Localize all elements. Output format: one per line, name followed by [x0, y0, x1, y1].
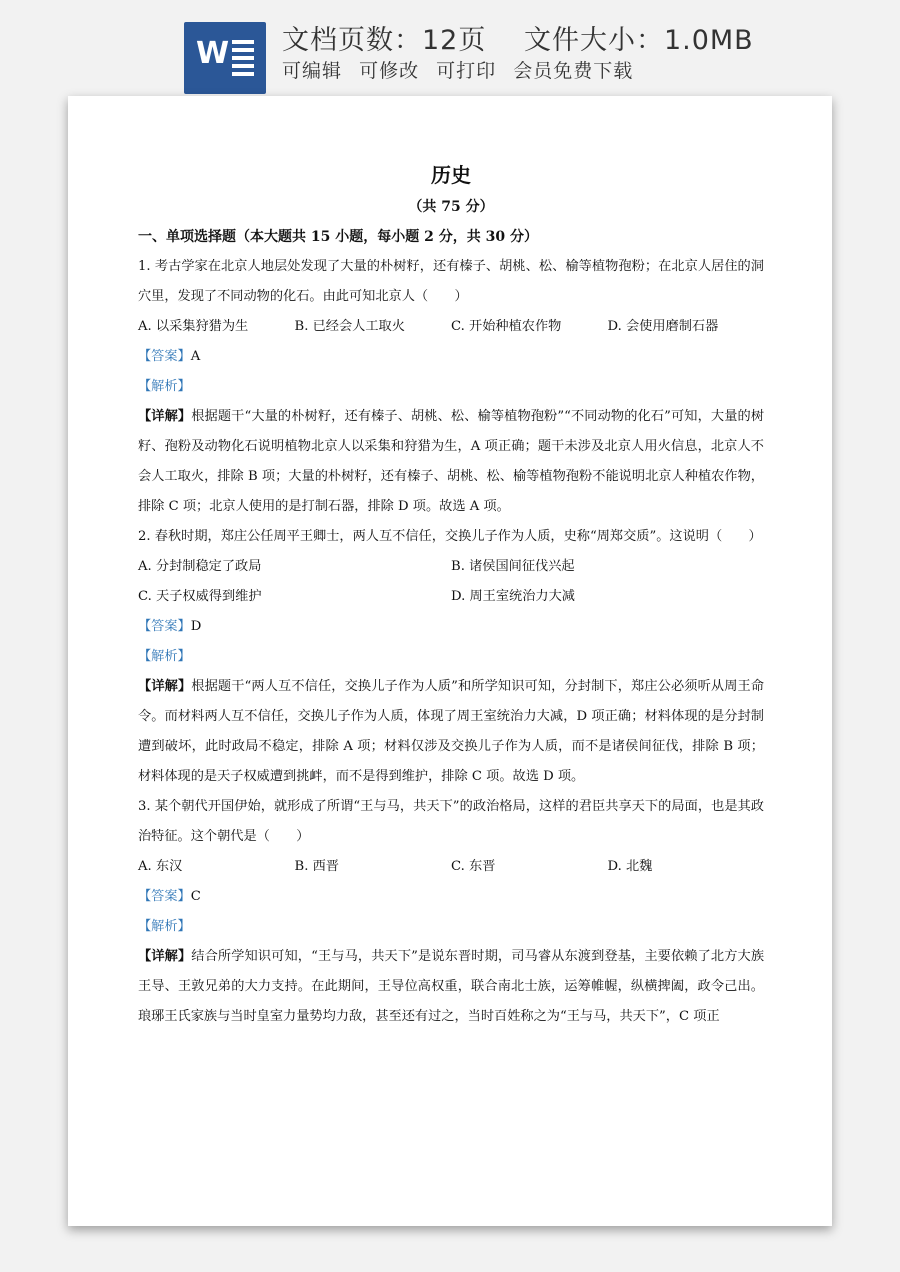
download-banner: [0, 0, 900, 96]
q2-analysis-line: [138, 642, 764, 672]
q1-option-d: D. 会使用磨制石器: [607, 319, 719, 334]
q2-answer-line: [138, 612, 764, 642]
feature-modifiable: 可修改: [359, 60, 420, 82]
section-heading: 一、单项选择题（本大题共 15 小题，每小题 2 分，共 30 分）: [138, 229, 538, 245]
question-1-options: [138, 312, 764, 342]
q1-answer: A: [190, 349, 201, 364]
q2-detail: [138, 672, 764, 792]
q2-option-d: D. 周王室统治力大减: [451, 589, 575, 604]
answer-tag: 【答案】: [138, 619, 191, 634]
q2-answer: D: [190, 619, 202, 634]
answer-tag: 【答案】: [138, 349, 191, 364]
file-info: [282, 18, 754, 57]
detail-tag: 【详解】: [138, 409, 192, 424]
analysis-tag: 【解析】: [138, 919, 191, 934]
q1-option-b: B. 已经会人工取火: [294, 319, 405, 334]
q1-analysis-line: [138, 372, 764, 402]
detail-tag: 【详解】: [138, 679, 192, 694]
doc-title: 历史: [431, 163, 471, 187]
analysis-tag: 【解析】: [138, 649, 191, 664]
document-content: [138, 156, 764, 1032]
feature-editable: 可编辑: [282, 60, 343, 82]
word-document-icon: [184, 22, 266, 94]
word-logo-letter: W: [196, 36, 230, 71]
q3-analysis-line: [138, 912, 764, 942]
q3-option-c: C. 东晋: [451, 859, 496, 874]
q3-answer-line: [138, 882, 764, 912]
q2-detail-text: 根据题干“两人互不信任，交换儿子作为人质”和所学知识可知，分封制下，郑庄公必须听从周王命令。而材料两人互不信任，交换儿子作为人质，体现了周王室统治力大减，D 项正确；材料体现的是分封制遭到破坏，此时政局不稳定，排除 A 项；材料仅涉及交换儿子作为人质，而不是诸侯间征伐，排除 B 项；材料体现的是天子权威遭到挑衅，而不是得到维护，排除 C 项。故选 D 项。: [138, 679, 765, 784]
q3-answer: C: [190, 889, 201, 904]
feature-member-download: 会员免费下载: [513, 60, 634, 82]
q3-detail: [138, 942, 764, 1032]
q3-option-b: B. 西晋: [294, 859, 339, 874]
q3-option-a: A. 东汉: [138, 859, 183, 874]
document-page: [68, 96, 832, 1226]
q1-detail-text: 根据题干“大量的朴树籽，还有榛子、胡桃、松、榆等植物孢粉”“不同动物的化石”可知，大量的树籽、孢粉及动物化石说明植物北京人以采集和狩猎为生，A 项正确；题干未涉及北京人用火信息，北京人不会人工取火，排除 B 项；大量的朴树籽，还有榛子、胡桃、松、榆等植物孢粉不能说明北京人种植农作物，排除 C 项；北京人使用的是打制石器，排除 D 项。故选 A 项。: [138, 409, 765, 514]
feature-printable: 可打印: [436, 60, 497, 82]
answer-tag: 【答案】: [138, 889, 191, 904]
question-3-stem: 3. 某个朝代开国伊始，就形成了所谓“王与马，共天下”的政治格局，这样的君臣共享天下的局面，也是其政治特征。这个朝代是（ ）: [138, 799, 764, 844]
file-size: 文件大小：1.0MB: [523, 25, 754, 56]
word-logo-lines: [232, 40, 254, 80]
q2-option-b: B. 诸侯国间征伐兴起: [451, 559, 575, 574]
question-2-options-row1: [138, 552, 764, 582]
doc-subtitle: （共 75 分）: [408, 199, 494, 215]
analysis-tag: 【解析】: [138, 379, 191, 394]
q1-option-c: C. 开始种植农作物: [451, 319, 562, 334]
page-count: 文档页数：12页: [282, 25, 487, 56]
question-2-options-row2: [138, 582, 764, 612]
question-2-stem: 2. 春秋时期，郑庄公任周平王卿士，两人互不信任，交换儿子作为人质，史称“周郑交质”。这说明（ ）: [138, 529, 762, 544]
q1-detail: [138, 402, 764, 522]
question-3-options: [138, 852, 764, 882]
q1-answer-line: [138, 342, 764, 372]
feature-list: [282, 56, 633, 83]
q3-option-d: D. 北魏: [607, 859, 653, 874]
detail-tag: 【详解】: [138, 949, 192, 964]
q2-option-c: C. 天子权威得到维护: [138, 589, 262, 604]
q3-detail-text: 结合所学知识可知，“王与马，共天下”是说东晋时期，司马睿从东渡到登基，主要依赖了北方大族王导、王敦兄弟的大力支持。在此期间，王导位高权重，联合南北士族，运筹帷幄，纵横捭阖，政令己出。琅琊王氏家族与当时皇室力量势均力敌，甚至还有过之，当时百姓称之为“王与马，共天下”，C 项正: [138, 949, 765, 1024]
q2-option-a: A. 分封制稳定了政局: [138, 559, 262, 574]
question-1-stem: 1. 考古学家在北京人地层处发现了大量的朴树籽，还有榛子、胡桃、松、榆等植物孢粉；在北京人居住的洞穴里，发现了不同动物的化石。由此可知北京人（ ）: [138, 259, 764, 304]
q1-option-a: A. 以采集狩猎为生: [138, 319, 249, 334]
